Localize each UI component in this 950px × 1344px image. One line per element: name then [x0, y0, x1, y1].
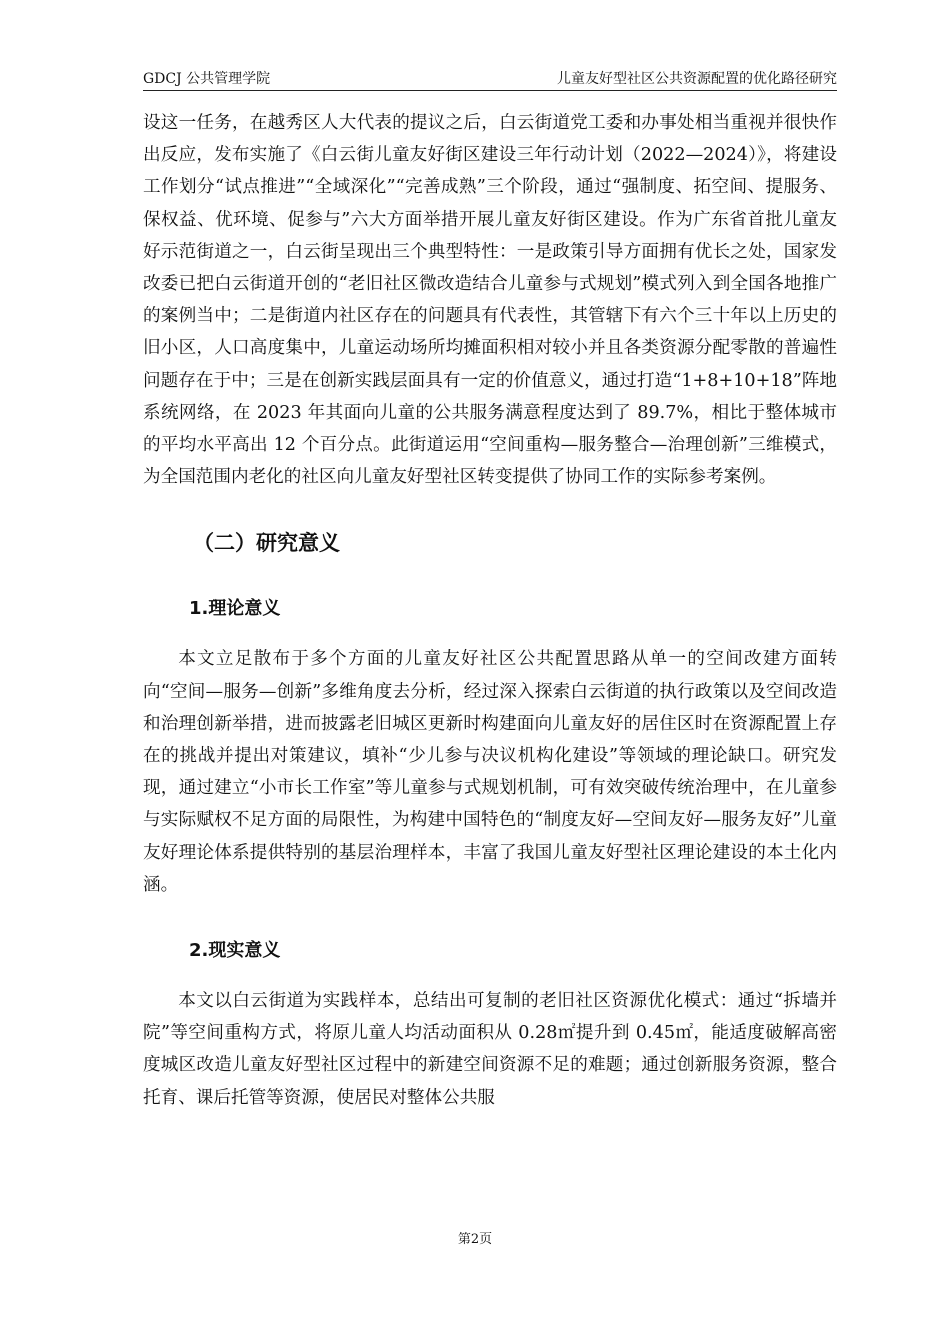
page-number: 第2页 — [457, 1232, 493, 1247]
subheading-theoretical-significance: 1.理论意义 — [189, 598, 281, 620]
paragraph-background: 设这一任务，在越秀区人大代表的提议之后，白云街道党工委和办事处相当重视并很快作出反应，发布实施了《白云街儿童友好街区建设三年行动计划（2022—2024）》，将建设工作划分“试点推进”“全域深化”“完善成熟”三个阶段，通过“强制度、拓空间、提服务、保权益、优环境、促参与”六大方面举措开展儿童友好街区建设。作为广东省首批儿童友好示范街道之一，白云街呈现出三个典型特性：一是政策引导方面拥有优长之处，国家发改委已把白云街道开创的“老旧社区微改造结合儿童参与式规划”模式列入到全国各地推广的案例当中；二是街道内社区存在的问题具有代表性，其管辖下有六个三十年以上历史的旧小区，人口高度集中，儿童运动场所均摊面积相对较小并且各类资源分配零散的普遍性问题存在于中；三是在创新实践层面具有一定的价值意义，通过打造“1+8+10+18”阵地系统网络，在 2023 年其面向儿童的公共服务满意程度达到了 89.7%，相比于整体城市的平均水平高出 12 个百分点。此街道运用“空间重构—服务整合—治理创新”三维模式，为全国范围内老化的社区向儿童友好型社区转变提供了协同工作的实际参考案例。 — [143, 113, 837, 488]
section-heading-research-significance: （二）研究意义 — [193, 531, 340, 556]
page-body — [143, 107, 837, 1114]
page-header — [143, 64, 837, 91]
header-institution: GDCJ 公共管理学院 — [143, 71, 271, 87]
paragraph-theoretical: 本文立足散布于多个方面的儿童友好社区公共配置思路从单一的空间改建方面转向“空间—服务—创新”多维角度去分析，经过深入探索白云街道的执行政策以及空间改造和治理创新举措，进而披露老旧城区更新时构建面向儿童友好的居住区时在资源配置上存在的挑战并提出对策建议，填补“少儿参与决议机构化建设”等领域的理论缺口。研究发现，通过建立“小市长工作室”等儿童参与式规划机制，可有效突破传统治理中，在儿童参与实际赋权不足方面的局限性，为构建中国特色的“制度友好—空间友好—服务友好”儿童友好理论体系提供特别的基层治理样本，丰富了我国儿童友好型社区理论建设的本土化内涵。 — [143, 649, 837, 895]
paragraph-practical: 本文以白云街道为实践样本，总结出可复制的老旧社区资源优化模式：通过“拆墙并院”等空间重构方式，将原儿童人均活动面积从 0.28㎡提升到 0.45㎡，能适度破解高密度城区改造儿童友好型社区过程中的新建空间资源不足的难题；通过创新服务资源，整合托育、课后托管等资源，使居民对整体公共服 — [143, 991, 837, 1108]
subheading-practical-significance: 2.现实意义 — [189, 940, 281, 962]
header-paper-title: 儿童友好型社区公共资源配置的优化路径研究 — [557, 71, 837, 87]
